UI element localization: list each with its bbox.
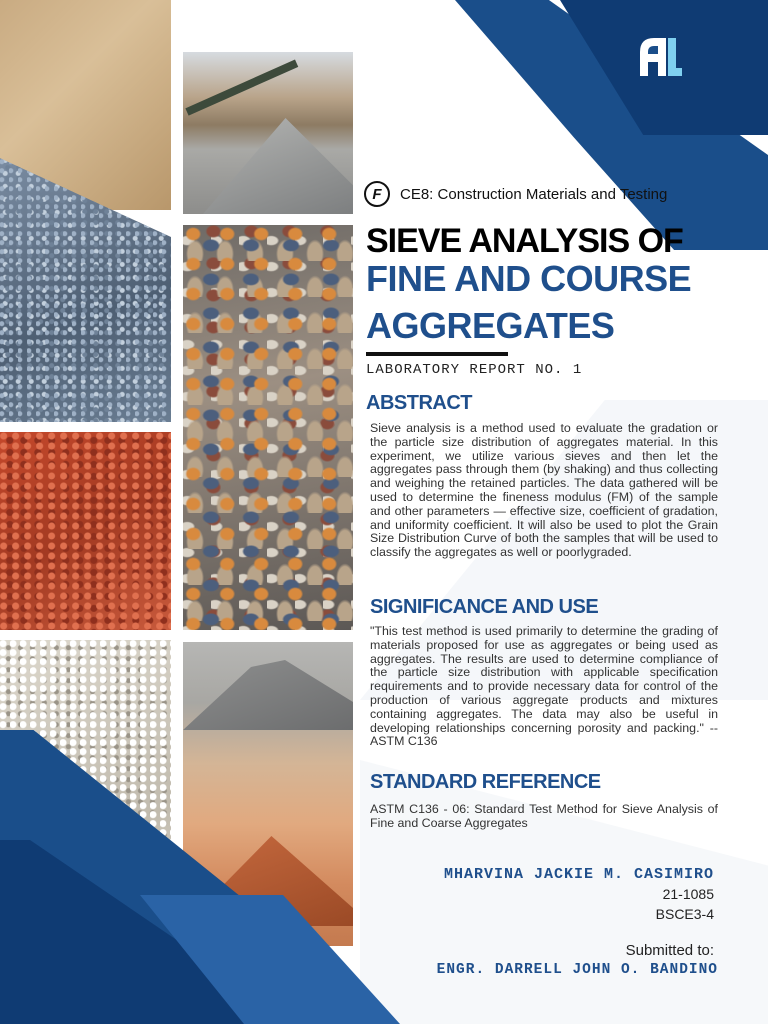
stockpile-photo bbox=[183, 52, 353, 214]
course-header bbox=[364, 180, 744, 208]
adviser-name: ENGR. DARRELL JOHN O. BANDINO bbox=[436, 962, 718, 978]
course-logo-icon: F bbox=[364, 181, 390, 207]
red-gravel-photo bbox=[0, 432, 171, 630]
title-line-2: FINE AND COURSE bbox=[366, 258, 692, 299]
course-title: CE8: Construction Materials and Testing bbox=[400, 185, 668, 203]
author-name: MHARVINA JACKIE M. CASIMIRO bbox=[443, 866, 714, 883]
abstract-heading: ABSTRACT bbox=[366, 392, 472, 414]
significance-heading: SIGNIFICANCE AND USE bbox=[370, 596, 599, 618]
student-section: BSCE3-4 bbox=[655, 906, 714, 922]
gravel-mound-shape bbox=[203, 118, 353, 214]
title-divider bbox=[366, 352, 508, 356]
rocks-photo bbox=[183, 225, 353, 630]
abstract-body: Sieve analysis is a method used to evaluate the gradation or the particle size distribution of aggregates material. In this experiment, we utilize various sieves and then let the aggregates pass through them (by shaking) and thus collecting and weighing the retained particles. The data gathered will be used to determine the fineness modulus (FM) of the sample and other parameters — effective size, coefficient of gradation, and uniformity coefficient. It will also be used to plot the Grain Size Distribution Curve of both the samples that will be used to classify the aggregates as well or poorlygraded. bbox=[370, 421, 718, 560]
reference-heading: STANDARD REFERENCE bbox=[370, 771, 601, 793]
conveyor-shape bbox=[185, 60, 298, 116]
report-number: LABORATORY REPORT NO. 1 bbox=[366, 362, 583, 378]
grey-mound-shape bbox=[183, 660, 353, 730]
institution-logo-icon bbox=[636, 32, 684, 80]
significance-body: "This test method is used primarily to determine the grading of materials proposed for use as aggregates or being used as aggregates. The results are used to determine compliance of the particle size distribution with applicable specification requirements and to provide necessary data for control of the production of various aggregate products and mixtures containing aggregates. The data may also be useful in developing relationships concerning porosity and packing." -- ASTM C136 bbox=[370, 624, 718, 749]
submitted-to-label: Submitted to: bbox=[625, 942, 714, 959]
title-line-1: SIEVE ANALYSIS OF bbox=[366, 222, 683, 260]
title-line-3: AGGREGATES bbox=[366, 305, 615, 346]
reference-body: ASTM C136 - 06: Standard Test Method for Sieve Analysis of Fine and Coarse Aggregates bbox=[370, 802, 718, 830]
student-id: 21-1085 bbox=[662, 886, 714, 902]
